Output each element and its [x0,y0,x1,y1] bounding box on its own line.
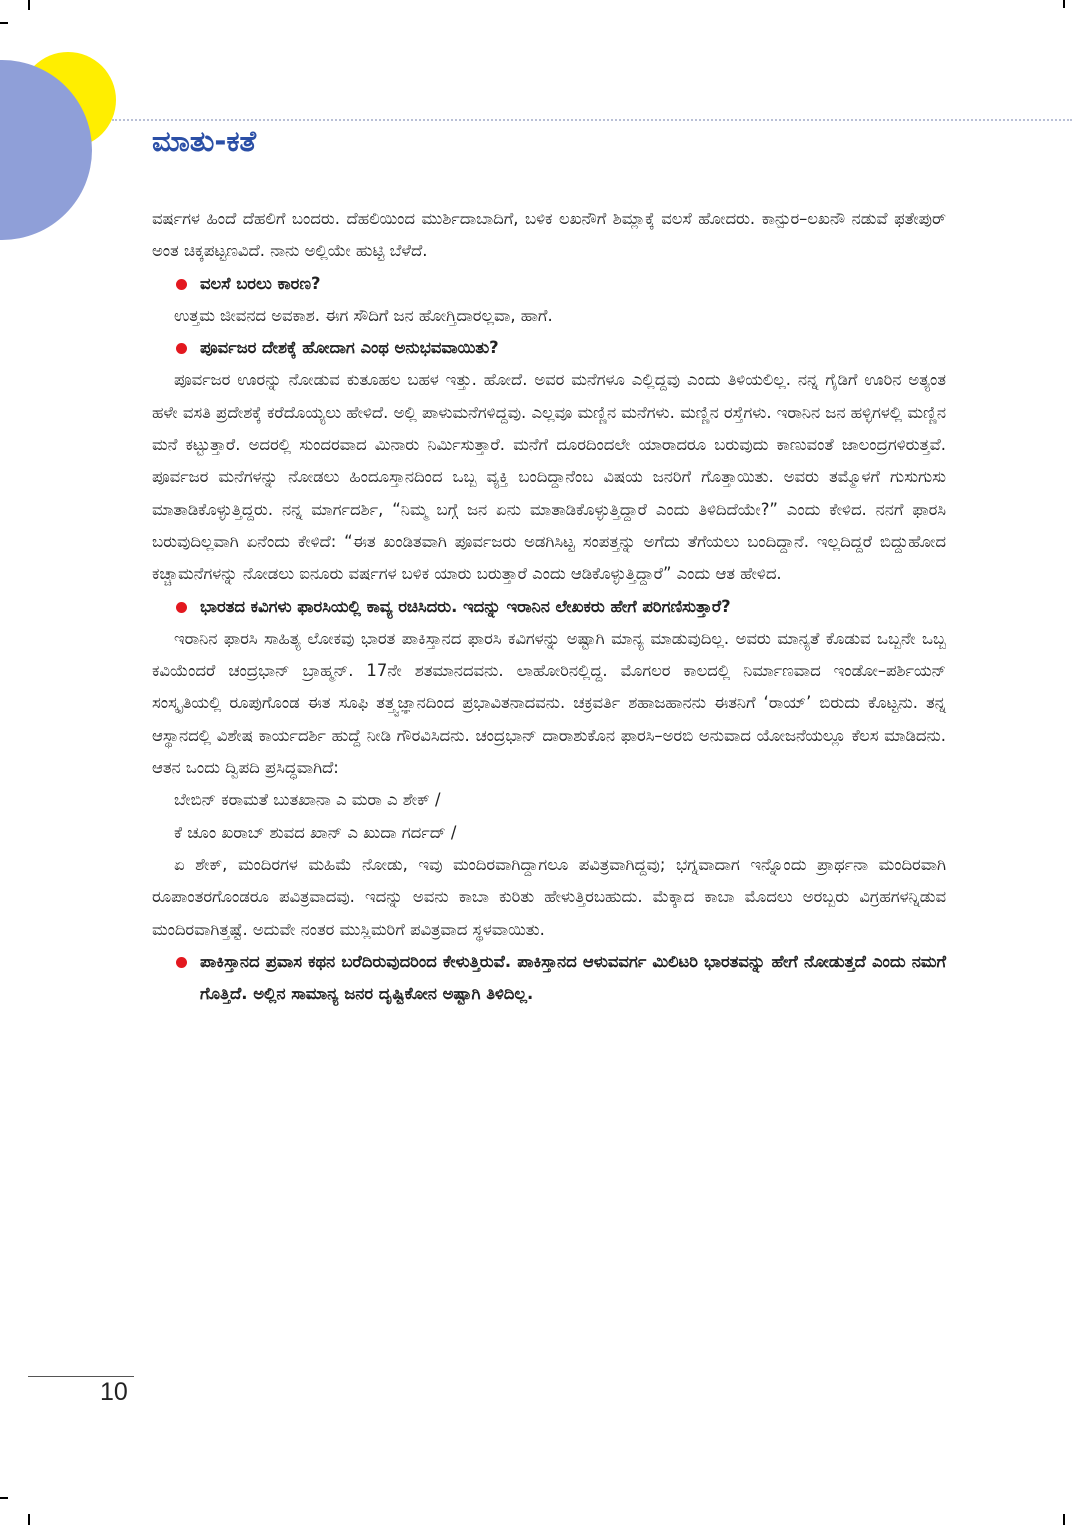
answer: ಪೂರ್ವಜರ ಊರನ್ನು ನೋಡುವ ಕುತೂಹಲ ಬಹಳ ಇತ್ತು. ಹೋದೆ. ಅವರ ಮನೆಗಳೂ ಎಲ್ಲಿದ್ದವು ಎಂದು ತಿಳಿಯಲಿಲ್ಲ. ನನ್ನ ಗೈಡಿಗೆ ಊರಿನ ಅತ್ಯಂತ ಹಳೇ ವಸತಿ ಪ್ರದೇಶಕ್ಕೆ ಕರೆದೊಯ್ಯಲು ಹೇಳಿದೆ. ಅಲ್ಲಿ ಪಾಳುಮನೆಗಳಿದ್ದವು. ಎಲ್ಲವೂ ಮಣ್ಣಿನ ಮನೆಗಳು. ಮಣ್ಣಿನ ರಸ್ತೆಗಳು. ಇರಾನಿನ ಜನ ಹಳ್ಳಿಗಳಲ್ಲಿ ಮಣ್ಣಿನ ಮನೆ ಕಟ್ಟುತ್ತಾರೆ. ಅದರಲ್ಲಿ ಸುಂದರವಾದ ಮಿನಾರು ನಿರ್ಮಿಸುತ್ತಾರೆ. ಮನೆಗೆ ದೂರದಿಂದಲೇ ಯಾರಾದರೂ ಬರುವುದು ಕಾಣುವಂತೆ ಜಾಲಂದ್ರಗಳಿರುತ್ತವೆ. ಪೂರ್ವಜರ ಮನೆಗಳನ್ನು ನೋಡಲು ಹಿಂದೂಸ್ತಾನದಿಂದ ಒಬ್ಬ ವ್ಯಕ್ತಿ ಬಂದಿದ್ದಾನೆಂಬ ವಿಷಯ ಜನರಿಗೆ ಗೊತ್ತಾಯಿತು. ಅವರು ತಮ್ಮೊಳಗೆ ಗುಸುಗುಸು ಮಾತಾಡಿಕೊಳ್ಳುತ್ತಿದ್ದರು. ನನ್ನ ಮಾರ್ಗದರ್ಶಿ, “ನಿಮ್ಮ ಬಗ್ಗೆ ಜನ ಏನು ಮಾತಾಡಿಕೊಳ್ಳುತ್ತಿದ್ದಾರೆ ಎಂದು ತಿಳಿದಿದೆಯೇ?” ಎಂದು ಕೇಳಿದ. ನನಗೆ ಫಾರಸಿ ಬರುವುದಿಲ್ಲವಾಗಿ ಏನೆಂದು ಕೇಳಿದೆ: “ಈತ ಖಂಡಿತವಾಗಿ ಪೂರ್ವಜರು ಅಡಗಿಸಿಟ್ಟ ಸಂಪತ್ತನ್ನು ಅಗೆದು ತೆಗೆಯಲು ಬಂದಿದ್ದಾನೆ. ಇಲ್ಲದಿದ್ದರೆ ಬಿದ್ದುಹೋದ ಕಚ್ಚಾಮನೆಗಳನ್ನು ನೋಡಲು ಐನೂರು ವರ್ಷಗಳ ಬಳಿಕ ಯಾರು ಬರುತ್ತಾರೆ ಎಂದು ಆಡಿಕೊಳ್ಳುತ್ತಿದ್ದಾರೆ” ಎಂದು ಆತ ಹೇಳಿದ. [152,370,946,584]
question [152,268,946,300]
crop-mark-top-left [28,0,30,10]
bullet-icon [176,957,187,968]
verse-line: ಬೇಬಿನ್ ಕರಾಮತೆ ಬುತಖಾನಾ ಎ ಮರಾ ಎ ಶೇಕ್ / [174,790,441,810]
question-text: ಪಾಕಿಸ್ತಾನದ ಪ್ರವಾಸ ಕಥನ ಬರೆದಿರುವುದರಿಂದ ಕೇಳುತ್ತಿರುವೆ. ಪಾಕಿಸ್ತಾನದ ಆಳುವವರ್ಗ ಮಿಲಿಟರಿ ಭಾರತವನ್ನು ಹೇಗೆ ನೋಡುತ್ತದೆ ಎಂದು ನಮಗೆ ಗೊತ್ತಿದೆ. ಅಲ್ಲಿನ ಸಾಮಾನ್ಯ ಜನರ ದೃಷ್ಟಿಕೋನ ಅಷ್ಟಾಗಿ ತಿಳಿದಿಲ್ಲ. [200,951,946,1004]
page-number-rule [28,1376,134,1377]
question [152,332,946,364]
question-text: ವಲಸೆ ಬರಲು ಕಾರಣ? [200,273,321,293]
paragraph: ವರ್ಷಗಳ ಹಿಂದೆ ದೆಹಲಿಗೆ ಬಂದರು. ದೆಹಲಿಯಿಂದ ಮುರ್ಶಿದಾಬಾದಿಗೆ, ಬಳಿಕ ಲಖನೌಗೆ ಶಿಮ್ಲಾಕ್ಕೆ ವಲಸೆ ಹೋದರು. ಕಾನ್ಪುರ–ಲಖನೌ ನಡುವೆ ಫತೇಪುರ್ ಅಂತ ಚಿಕ್ಕಪಟ್ಟಣವಿದೆ. ನಾನು ಅಲ್ಲಿಯೇ ಹುಟ್ಟಿ ಬೆಳೆದೆ. [152,209,946,261]
question [152,591,946,623]
crop-mark-top-left-h [0,22,8,24]
question-text: ಪೂರ್ವಜರ ದೇಶಕ್ಕೆ ಹೋದಾಗ ಎಂಥ ಅನುಭವವಾಯಿತು? [200,338,499,358]
crop-mark-top-right [1063,0,1065,8]
page-number: 10 [100,1378,128,1406]
crop-mark-bottom-right [1063,1514,1065,1525]
bullet-icon [176,602,187,613]
answer: ಉತ್ತಮ ಜೀವನದ ಅವಕಾಶ. ಈಗ ಸೌದಿಗೆ ಜನ ಹೋಗ್ತಿದಾರಲ್ಲವಾ, ಹಾಗೆ. [174,305,553,325]
answer: ಇರಾನಿನ ಫಾರಸಿ ಸಾಹಿತ್ಯ ಲೋಕವು ಭಾರತ ಪಾಕಿಸ್ತಾನದ ಫಾರಸಿ ಕವಿಗಳನ್ನು ಅಷ್ಟಾಗಿ ಮಾನ್ಯ ಮಾಡುವುದಿಲ್ಲ. ಅವರು ಮಾನ್ಯತೆ ಕೊಡುವ ಒಬ್ಬನೇ ಒಬ್ಬ ಕವಿಯೆಂದರೆ ಚಂದ್ರಭಾನ್ ಬ್ರಾಹ್ಮನ್. 17ನೇ ಶತಮಾನದವನು. ಲಾಹೋರಿನಲ್ಲಿದ್ದ. ಮೊಗಲರ ಕಾಲದಲ್ಲಿ ನಿರ್ಮಾಣವಾದ ಇಂಡೋ–ಪರ್ಶಿಯನ್ ಸಂಸ್ಕೃತಿಯಲ್ಲಿ ರೂಪುಗೊಂಡ ಈತ ಸೂಫಿ ತತ್ತ್ವಜ್ಞಾನದಿಂದ ಪ್ರಭಾವಿತನಾದವನು. ಚಕ್ರವರ್ತಿ ಶಹಾಜಹಾನನು ಈತನಿಗೆ ‘ರಾಯ್’ ಬಿರುದು ಕೊಟ್ಟನು. ತನ್ನ ಆಸ್ಥಾನದಲ್ಲಿ ವಿಶೇಷ ಕಾರ್ಯದರ್ಶಿ ಹುದ್ದೆ ನೀಡಿ ಗೌರವಿಸಿದನು. ಚಂದ್ರಭಾನ್ ದಾರಾಶುಕೊನ ಫಾರಸಿ–ಅರಬಿ ಅನುವಾದ ಯೋಜನೆಯಲ್ಲೂ ಕೆಲಸ ಮಾಡಿದನು. ಆತನ ಒಂದು ದ್ವಿಪದಿ ಪ್ರಸಿದ್ಧವಾಗಿದೆ: [152,628,946,778]
bullet-icon [176,343,187,354]
bullet-icon [176,279,187,290]
answer: ಏ ಶೇಕ್, ಮಂದಿರಗಳ ಮಹಿಮೆ ನೋಡು, ಇವು ಮಂದಿರವಾಗಿದ್ದಾಗಲೂ ಪವಿತ್ರವಾಗಿದ್ದವು; ಭಗ್ನವಾದಾಗ ಇನ್ನೊಂದು ಪ್ರಾರ್ಥನಾ ಮಂದಿರವಾಗಿ ರೂಪಾಂತರಗೊಂಡರೂ ಪವಿತ್ರವಾದವು. ಇದನ್ನು ಅವನು ಕಾಬಾ ಕುರಿತು ಹೇಳುತ್ತಿರಬಹುದು. ಮೆಕ್ಕಾದ ಕಾಬಾ ಮೊದಲು ಅರಬ್ಬರು ವಿಗ್ರಹಗಳನ್ನಿಡುವ ಮಂದಿರವಾಗಿತ್ತಷ್ಟೆ. ಅದುವೇ ನಂತರ ಮುಸ್ಲಿಮರಿಗೆ ಪವಿತ್ರವಾದ ಸ್ಥಳವಾಯಿತು. [152,854,946,939]
article-body [152,203,946,1010]
section-title: ಮಾತು-ಕತೆ [152,124,257,158]
question [152,946,946,1011]
question-text: ಭಾರತದ ಕವಿಗಳು ಫಾರಸಿಯಲ್ಲಿ ಕಾವ್ಯ ರಚಿಸಿದರು. ಇದನ್ನು ಇರಾನಿನ ಲೇಖಕರು ಹೇಗೆ ಪರಿಗಣಿಸುತ್ತಾರೆ? [200,596,731,616]
verse-line: ಕೆ ಚೂಂ ಖರಾಬ್ ಶುವದ ಖಾನ್ ಎ ಖುದಾ ಗರ್ದದ್ / [174,822,457,842]
header-dotted-rule [112,119,1072,121]
crop-mark-bottom-left [0,1497,8,1499]
crop-mark-bottom-left-v [28,1514,30,1525]
